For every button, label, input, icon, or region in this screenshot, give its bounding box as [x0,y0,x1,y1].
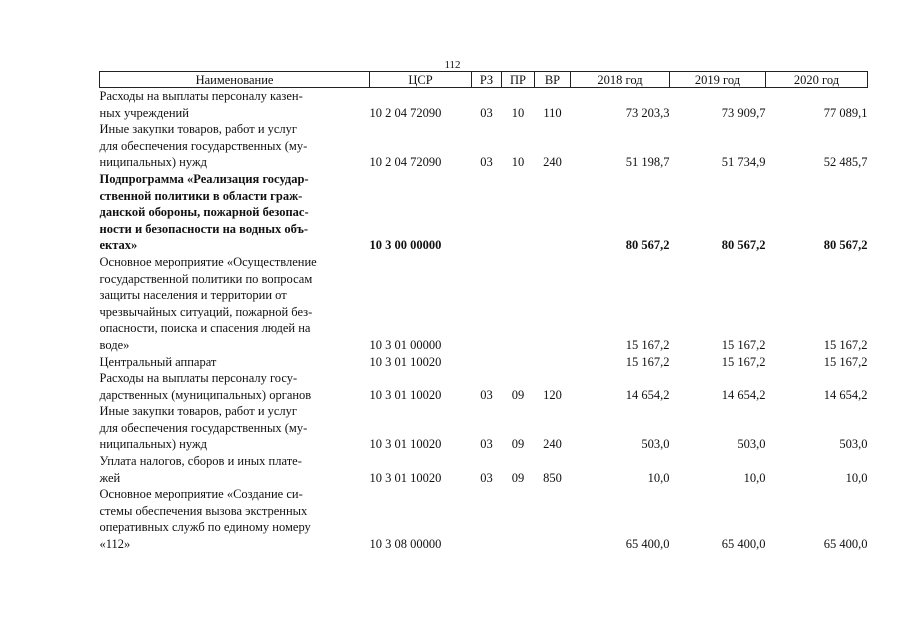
cell-2019: 15 167,2 [721,354,766,369]
cell-name [100,453,370,486]
name-line: данской обороны, пожарной безопас- [99,205,309,220]
cell-2018: 51 198,7 [625,155,670,170]
cell-2020: 65 400,0 [823,537,868,552]
name-line: стемы обеспечения вызова экстренных [99,503,308,518]
name-line: жей [99,470,121,485]
table-row [100,171,868,254]
cell-pr [502,354,535,371]
header-2020: 2020 год [766,72,868,88]
header-vr: ВР [535,72,571,88]
cell-2018: 14 654,2 [625,387,670,402]
name-line: ности и безопасности на водных объ- [99,221,309,236]
cell-2020: 15 167,2 [823,354,868,369]
header-name: Наименование [100,72,370,88]
name-line: Расходы на выплаты персоналу госу- [99,371,298,386]
cell-2019: 15 167,2 [721,337,766,352]
cell-rz [472,486,502,552]
cell-pr: 09 [511,387,525,402]
cell-rz [472,254,502,354]
cell-2018: 15 167,2 [625,354,670,369]
cell-2018: 15 167,2 [625,337,670,352]
cell-2019: 65 400,0 [721,537,766,552]
table-row [100,370,868,403]
cell-name [100,121,370,171]
name-line: Иные закупки товаров, работ и услуг [99,404,298,419]
cell-csr: 10 3 01 10020 [369,437,442,452]
name-line: Иные закупки товаров, работ и услуг [99,122,298,137]
cell-rz: 03 [480,437,493,452]
cell-2020: 14 654,2 [823,387,868,402]
name-line: опасности, поиска и спасения людей на [99,321,311,336]
cell-pr [502,486,535,552]
cell-vr: 240 [543,155,562,170]
cell-name [100,354,370,371]
page-number: 112 [444,59,461,71]
cell-rz [472,171,502,254]
cell-pr [502,171,535,254]
header-2019: 2019 год [670,72,766,88]
cell-2018: 10,0 [647,470,670,485]
cell-2018: 65 400,0 [625,537,670,552]
cell-2020: 80 567,2 [823,238,868,253]
table-row [100,354,868,371]
cell-name [100,171,370,254]
cell-2020: 10,0 [845,470,868,485]
name-line: ниципальных) нужд [99,437,207,452]
header-row [100,72,868,88]
cell-rz: 03 [480,470,493,485]
name-line: Расходы на выплаты персоналу казен- [99,89,303,103]
cell-vr: 120 [543,387,562,402]
cell-name [100,88,370,122]
name-line: дарственных (муниципальных) органов [99,387,312,402]
name-line: оперативных служб по единому номеру [99,520,311,535]
name-line: Основное мероприятие «Осуществление [99,254,317,269]
header-csr: ЦСР [370,72,472,88]
cell-rz: 03 [480,105,493,120]
header-2018: 2018 год [571,72,670,88]
table-row [100,88,868,122]
header-rz: РЗ [472,72,502,88]
name-line: ниципальных) нужд [99,155,207,170]
cell-2020: 77 089,1 [823,105,868,120]
cell-pr [502,254,535,354]
name-line: Подпрограмма «Реализация государ- [99,171,309,186]
cell-csr: 10 2 04 72090 [369,105,442,120]
cell-name [100,254,370,354]
cell-name [100,403,370,453]
cell-2019: 73 909,7 [721,105,766,120]
cell-vr [535,486,571,552]
name-line: ных учреждений [99,105,189,120]
cell-rz [472,354,502,371]
cell-vr [535,171,571,254]
name-line: Центральный аппарат [99,354,217,369]
cell-pr: 10 [511,105,525,120]
name-line: воде» [99,337,130,352]
cell-pr: 09 [511,437,525,452]
name-line: для обеспечения государственных (му- [99,138,308,153]
cell-csr: 10 3 01 10020 [369,470,442,485]
name-line: Уплата налогов, сборов и иных плате- [99,454,302,469]
cell-name [100,370,370,403]
name-line: «112» [99,537,131,552]
cell-csr: 10 3 00 00000 [369,238,442,253]
cell-2018: 503,0 [641,437,670,452]
cell-vr: 110 [543,105,562,120]
name-line: государственной политики по вопросам [99,271,313,286]
cell-2019: 51 734,9 [721,155,766,170]
table-row [100,486,868,552]
name-line: Основное мероприятие «Создание си- [99,487,303,502]
cell-csr: 10 3 01 10020 [369,354,442,369]
cell-2019: 503,0 [737,437,766,452]
cell-csr: 10 3 01 10020 [369,387,442,402]
cell-2018: 73 203,3 [625,105,670,120]
name-line: чрезвычайных ситуаций, пожарной без- [99,304,313,319]
header-pr: ПР [502,72,535,88]
cell-2019: 80 567,2 [721,238,766,253]
name-line: для обеспечения государственных (му- [99,420,308,435]
cell-2020: 15 167,2 [823,337,868,352]
table-row [100,121,868,171]
budget-table [99,71,868,553]
cell-2019: 10,0 [743,470,766,485]
cell-pr: 09 [511,470,525,485]
cell-2020: 52 485,7 [823,155,868,170]
name-line: ектах» [99,238,138,253]
table-row [100,403,868,453]
cell-csr: 10 3 01 00000 [369,337,442,352]
cell-2019: 14 654,2 [721,387,766,402]
cell-vr [535,254,571,354]
cell-vr: 240 [543,437,562,452]
cell-name [100,486,370,552]
name-line: ственной политики в области граж- [99,188,303,203]
cell-rz: 03 [480,155,493,170]
cell-2020: 503,0 [839,437,868,452]
cell-csr: 10 2 04 72090 [369,155,442,170]
cell-rz: 03 [480,387,493,402]
cell-csr: 10 3 08 00000 [369,537,442,552]
cell-vr [535,354,571,371]
name-line: защиты населения и территории от [99,288,287,303]
cell-2018: 80 567,2 [625,238,670,253]
table-row [100,254,868,354]
table-row [100,453,868,486]
cell-vr: 850 [543,470,562,485]
cell-pr: 10 [511,155,525,170]
